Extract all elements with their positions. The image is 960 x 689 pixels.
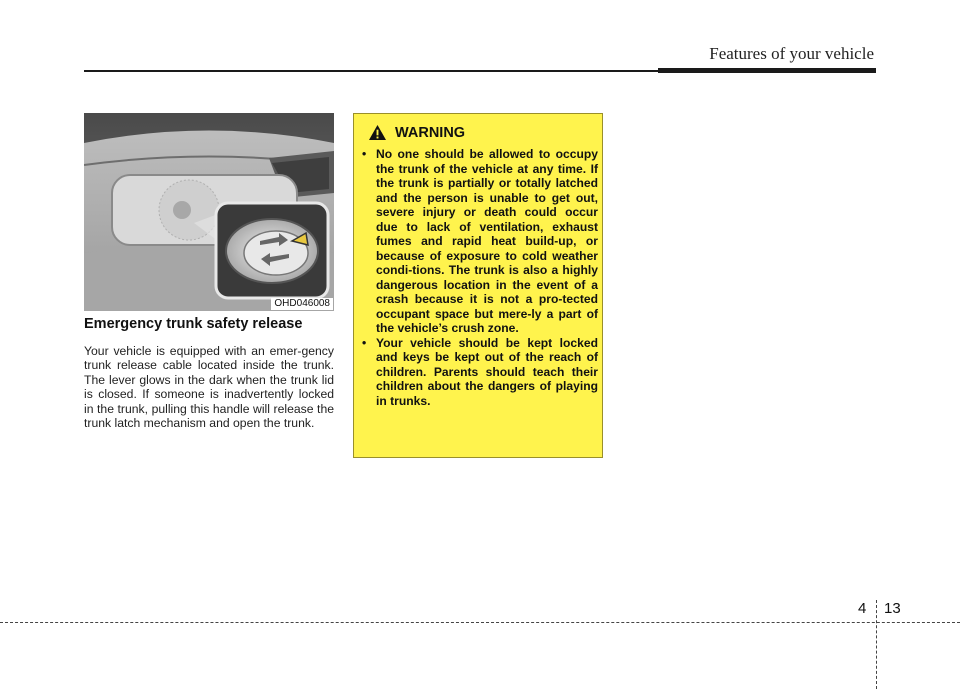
bullet: •	[362, 147, 367, 161]
figure-code: OHD046008	[271, 298, 333, 310]
header-rule-accent	[658, 68, 876, 73]
footer-rule	[0, 622, 960, 623]
warning-box	[353, 113, 603, 458]
section-title: Features of your vehicle	[709, 44, 874, 63]
chapter-number: 4	[858, 600, 867, 617]
section-heading: Emergency trunk safety release	[84, 316, 303, 332]
warning-item-text: Your vehicle should be kept locked and keys be kept out of the reach of children. Parents should teach their children about the dangers of playing in trunks.	[376, 335, 598, 408]
footer-divider	[876, 600, 877, 689]
bullet: •	[362, 335, 367, 350]
warning-title: WARNING	[395, 124, 466, 141]
page-number: 13	[884, 600, 901, 617]
warning-item	[360, 147, 598, 336]
warning-triangle-icon	[368, 124, 387, 141]
warning-header	[368, 124, 465, 141]
warning-item	[360, 336, 598, 409]
section-body: Your vehicle is equipped with an emer-gency trunk release cable located inside the trunk. The lever glows in the dark when the trunk lid is closed. If someone is inadvertently locked in the trunk, pulling this handle will release the trunk latch mechanism and open the trunk.	[84, 344, 334, 431]
warning-item-text: No one should be allowed to occupy the trunk of the vehicle at any time. If the trunk is partially or totally latched and the person is unable to get out, severe injury or death could occur due to lack of ventilation, exhaust fumes and rapid heat build-up, or because of exposure to cold weather condi-tions. The trunk is also a highly dangerous location in the event of a crash because it is not a pro-tected occupant space but mere-ly a part of the vehicle’s crush zone.	[376, 147, 598, 335]
warning-list	[360, 147, 598, 408]
trunk-release-lever-photo	[84, 113, 334, 311]
trunk-release-photo	[84, 113, 334, 311]
